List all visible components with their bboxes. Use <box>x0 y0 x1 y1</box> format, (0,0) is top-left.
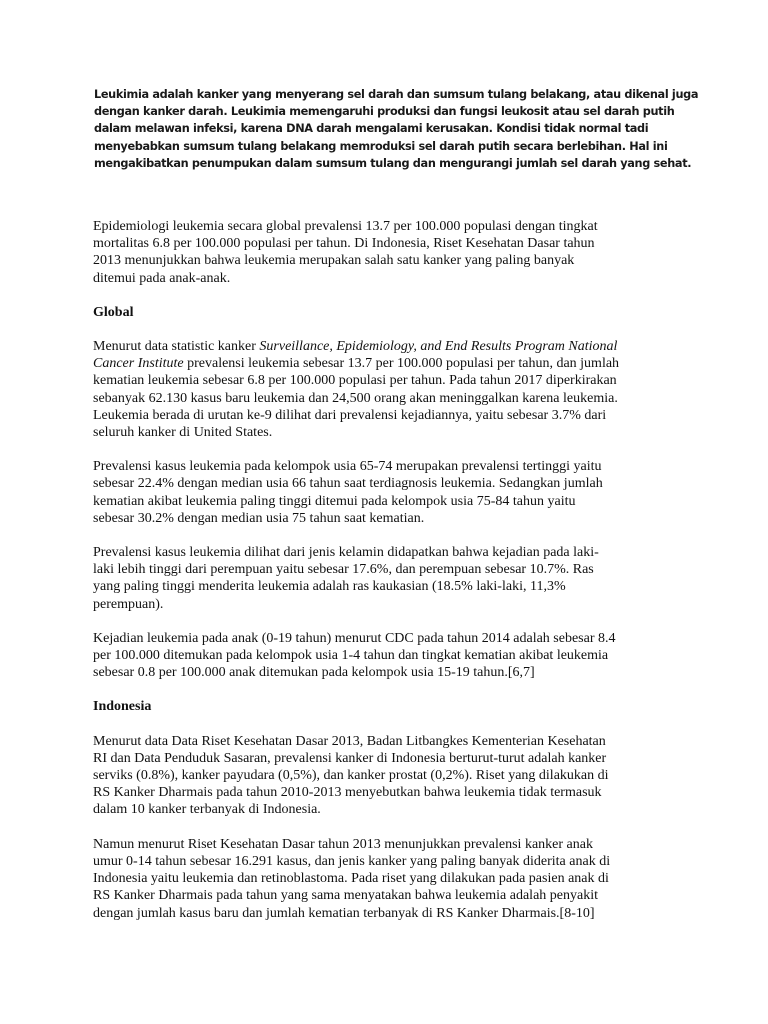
paragraph-line: per 100.000 ditemukan pada kelompok usia 1-4 tahun dan tingkat kematian akibat leukemia <box>93 648 609 664</box>
document-body <box>93 218 693 939</box>
paragraph-line: 2013 menunjukkan bahwa leukemia merupakan salah satu kanker yang paling banyak <box>93 253 575 269</box>
program-name-italic: Surveillance, Epidemiology, and End Results Program National <box>259 339 618 355</box>
paragraph-line <box>93 338 693 355</box>
intro-line: dalam melawan infeksi, karena DNA darah mengalami kerusakan. Kondisi tidak normal tadi <box>94 122 649 136</box>
paragraph-line: Namun menurut Riset Kesehatan Dasar tahun 2013 menunjukkan prevalensi kanker anak <box>93 836 593 852</box>
paragraph-line: Prevalensi kasus leukemia pada kelompok usia 65-74 merupakan prevalensi tertinggi yaitu <box>93 459 602 475</box>
paragraph-line: umur 0-14 tahun sebesar 16.291 kasus, dan jenis kanker yang paling banyak diderita anak di <box>93 853 611 869</box>
paragraph-line <box>93 355 693 372</box>
paragraph-line: kematian leukemia sebesar 6.8 per 100.000 populasi per tahun. Pada tahun 2017 diperkirakan <box>93 373 617 389</box>
intro-line: mengakibatkan penumpukan dalam sumsum tulang dan mengurangi jumlah sel darah yang sehat. <box>94 156 692 170</box>
intro-line: dengan kanker darah. Leukimia memengaruhi produksi dan fungsi leukosit atau sel darah putih <box>94 105 675 119</box>
intro-line: menyebabkan sumsum tulang belakang memroduksi sel darah putih secara berlebihan. Hal ini <box>94 139 668 153</box>
paragraph-line: Leukemia berada di urutan ke-9 dilihat dari prevalensi kejadiannya, yaitu sebesar 3.7% dari <box>93 407 607 423</box>
paragraph-line: RS Kanker Dharmais pada tahun yang sama menyatakan bahwa leukemia adalah penyakit <box>93 888 598 904</box>
paragraph-line: seluruh kanker di United States. <box>93 425 273 441</box>
section-heading-indonesia: Indonesia <box>93 699 152 715</box>
children-incidence-paragraph <box>93 630 693 682</box>
paragraph-line: mortalitas 6.8 per 100.000 populasi per tahun. Di Indonesia, Riset Kesehatan Dasar tahun <box>93 236 595 252</box>
paragraph-line: RS Kanker Dharmais pada tahun 2010-2013 menyebutkan bahwa leukemia tidak termasuk <box>93 785 602 801</box>
gender-prevalence-paragraph <box>93 544 693 613</box>
paragraph-text: Menurut data statistic kanker <box>93 339 260 355</box>
riskesdas-paragraph <box>93 733 693 819</box>
intro-paragraph <box>94 86 704 172</box>
paragraph-line: sebesar 0.8 per 100.000 anak ditemukan pada kelompok usia 15-19 tahun.[6,7] <box>93 665 535 681</box>
paragraph-line: serviks (0.8%), kanker payudara (0,5%), dan kanker prostat (0,2%). Riset yang dilakukan di <box>93 768 609 784</box>
section-heading-global: Global <box>93 304 134 320</box>
paragraph-line: Kejadian leukemia pada anak (0-19 tahun) menurut CDC pada tahun 2014 adalah sebesar 8.4 <box>93 630 616 646</box>
paragraph-line: dalam 10 kanker terbanyak di Indonesia. <box>93 802 321 818</box>
paragraph-line: laki lebih tinggi dari perempuan yaitu sebesar 17.6%, dan perempuan sebesar 10.7%. Ras <box>93 562 594 578</box>
paragraph-line: yang paling tinggi menderita leukemia adalah ras kaukasian (18.5% laki-laki, 11,3% <box>93 579 566 595</box>
epidemiology-paragraph <box>93 218 693 287</box>
child-cancer-paragraph <box>93 836 693 922</box>
paragraph-line: dengan jumlah kasus baru dan jumlah kematian terbanyak di RS Kanker Dharmais.[8-10] <box>93 905 595 921</box>
intro-line: Leukimia adalah kanker yang menyerang sel darah dan sumsum tulang belakang, atau dikenal juga <box>94 88 699 101</box>
paragraph-line: sebesar 22.4% dengan median usia 66 tahun saat terdiagnosis leukemia. Sedangkan jumlah <box>93 476 603 492</box>
paragraph-line: perempuan). <box>93 596 164 612</box>
paragraph-line: Menurut data Data Riset Kesehatan Dasar 2013, Badan Litbangkes Kementerian Kesehatan <box>93 733 606 749</box>
paragraph-line: Prevalensi kasus leukemia dilihat dari jenis kelamin didapatkan bahwa kejadian pada laki- <box>93 545 599 561</box>
paragraph-line: Epidemiologi leukemia secara global prevalensi 13.7 per 100.000 populasi dengan tingkat <box>93 219 598 234</box>
paragraph-line: ditemui pada anak-anak. <box>93 270 231 286</box>
paragraph-text: prevalensi leukemia sebesar 13.7 per 100.000 populasi per tahun, dan jumlah <box>183 356 620 372</box>
paragraph-line: kematian akibat leukemia paling tinggi ditemui pada kelompok usia 75-84 tahun yaitu <box>93 493 576 509</box>
age-prevalence-paragraph <box>93 458 693 527</box>
paragraph-line: Indonesia yaitu leukemia dan retinoblastoma. Pada riset yang dilakukan pada pasien anak di <box>93 871 609 887</box>
program-name-italic: Cancer Institute <box>93 356 184 372</box>
paragraph-line: RI dan Data Penduduk Sasaran, prevalensi kanker di Indonesia berturut-turut adalah kanker <box>93 750 607 766</box>
seer-paragraph <box>93 338 693 441</box>
paragraph-line: sebesar 30.2% dengan median usia 75 tahun saat kematian. <box>93 510 425 526</box>
paragraph-line: sebanyak 62.130 kasus baru leukemia dan 24,500 orang akan meninggalkan karena leukemia. <box>93 390 618 406</box>
